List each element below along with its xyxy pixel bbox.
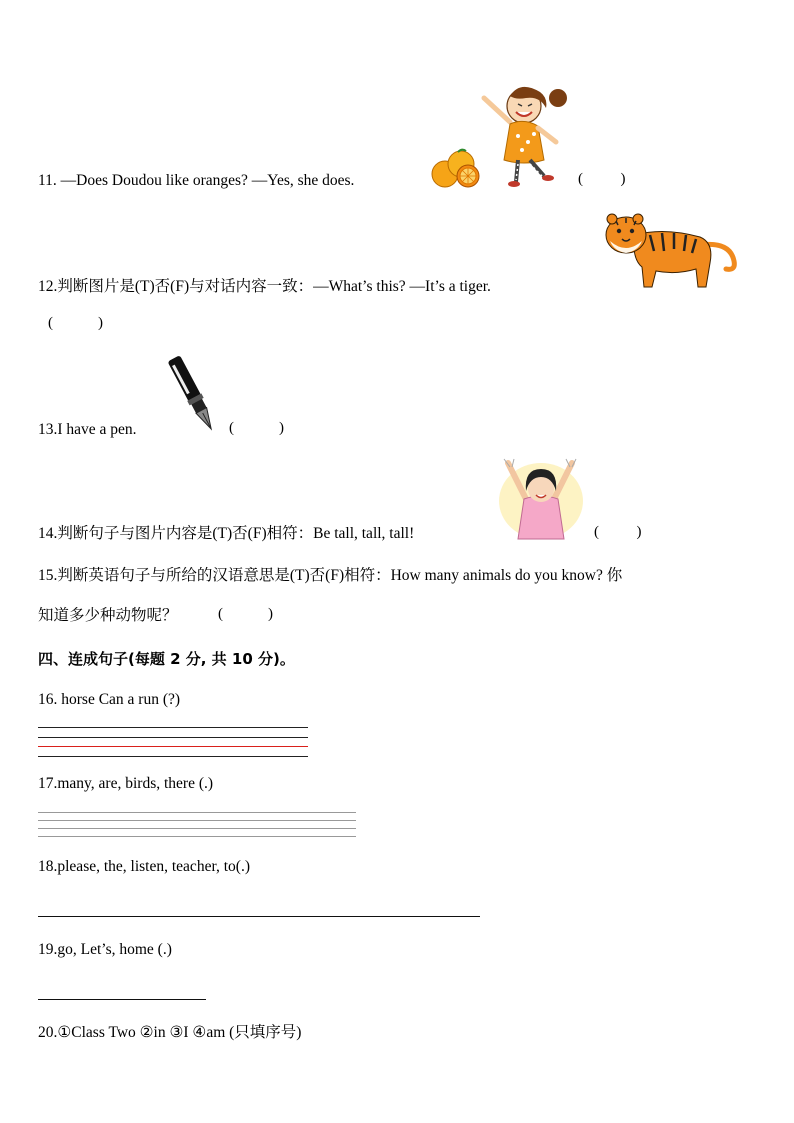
writing-line xyxy=(38,727,308,728)
answer-blank-15[interactable]: ( ) xyxy=(218,606,273,622)
question-19-text: 19.go, Let’s, home (.) xyxy=(38,941,172,958)
writing-line xyxy=(38,812,356,813)
answer-blank-13[interactable]: ( ) xyxy=(229,420,284,436)
writing-line xyxy=(38,737,308,738)
answer-blank-12[interactable]: ( ) xyxy=(48,315,103,331)
question-17-text: 17.many, are, birds, there (.) xyxy=(38,775,214,792)
question-16-text: 16. horse Can a run (?) xyxy=(38,691,181,708)
writing-line-red xyxy=(38,746,308,747)
question-20-text: 20.①Class Two ②in ③I ④am (只填序号) xyxy=(38,1024,302,1041)
girl-doudou-illustration xyxy=(480,84,572,188)
question-12-text: 12.判断图片是(T)否(F)与对话内容一致：—What’s this? —It’s a tiger. xyxy=(38,278,491,295)
question-15-line2: 知道多少种动物呢？ xyxy=(38,607,178,624)
pen-illustration xyxy=(158,352,226,438)
section-4-heading: 四、连成句子(每题 2 分, 共 10 分)。 xyxy=(38,650,295,668)
answer-blank-14[interactable]: ( ) xyxy=(594,524,642,540)
writing-line xyxy=(38,820,356,821)
question-13-text: 13.I have a pen. xyxy=(38,421,137,438)
girl-tall-illustration xyxy=(496,455,586,541)
answer-blank-11[interactable]: ( ) xyxy=(578,171,626,187)
answer-line-18[interactable] xyxy=(38,916,480,917)
tiger-illustration xyxy=(600,205,740,291)
writing-line xyxy=(38,828,356,829)
question-15-line1: 15.判断英语句子与所给的汉语意思是(T)否(F)相符：How many animals do you know? 你 xyxy=(38,567,623,584)
oranges-illustration xyxy=(428,146,483,188)
question-14-text: 14.判断句子与图片内容是(T)否(F)相符：Be tall, tall, tall! xyxy=(38,525,415,542)
writing-line xyxy=(38,756,308,757)
answer-line-19[interactable] xyxy=(38,999,206,1000)
question-18-text: 18.please, the, listen, teacher, to(.) xyxy=(38,858,250,875)
writing-line xyxy=(38,836,356,837)
question-11-text: 11. —Does Doudou like oranges? —Yes, she does. xyxy=(38,172,355,189)
